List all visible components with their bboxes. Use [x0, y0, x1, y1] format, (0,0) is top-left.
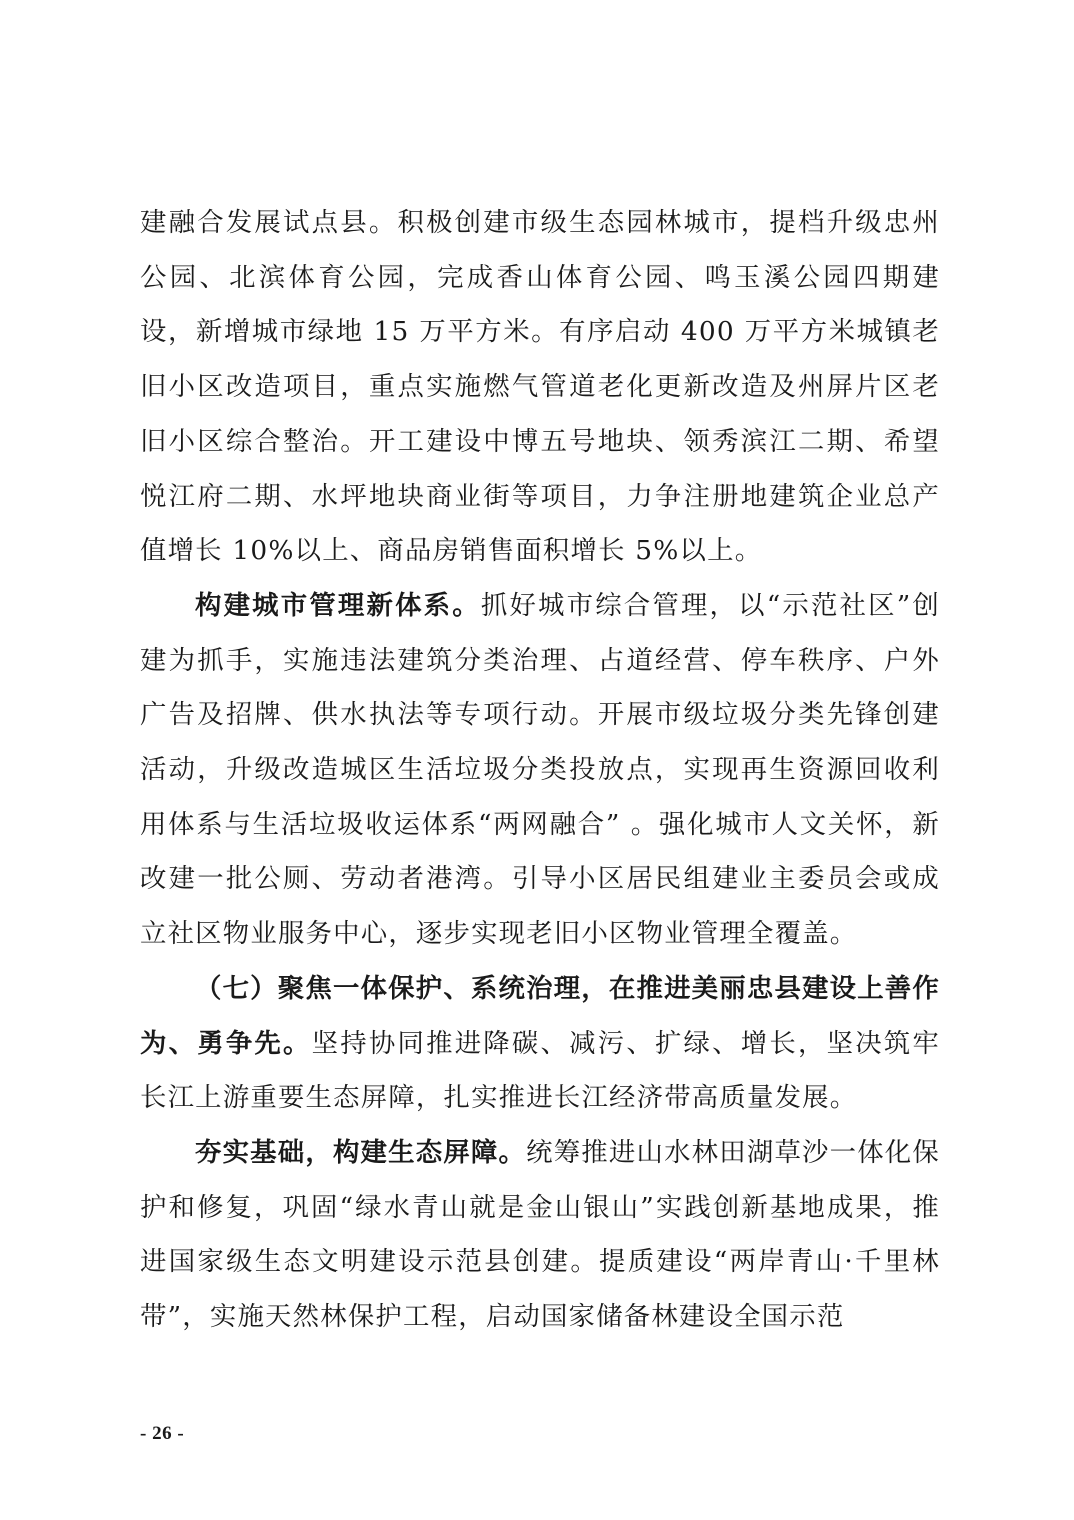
- paragraph-text: 建融合发展试点县。积极创建市级生态园林城市，提档升级忠州公园、北滨体育公园，完成香山体育公园、鸣玉溪公园四期建设，新增城市绿地 15 万平方米。有序启动 400 万平方米城镇老旧小区改造项目，重点实施燃气管道老化更新改造及州屏片区老旧小区综合整治。开工建设中博五号地块、领秀滨江二期、希望悦江府二期、水坪地块商业街等项目，力争注册地建筑企业总产值增长 10%以上、商品房销售面积增长 5%以上。: [140, 207, 940, 567]
- body-text: [140, 196, 940, 1345]
- paragraph-heading: 构建城市管理新体系。: [195, 589, 481, 621]
- paragraph-text: 坚持协同推进降碳、减污、扩绿、增长，坚决筑牢长江上游重要生态屏障，扎实推进长江经济带高质量发展。: [140, 1027, 941, 1114]
- paragraph-text: 统筹推进山水林田湖草沙一体化保护和修复，巩固“绿水青山就是金山银山”实践创新基地成果，推进国家级生态文明建设示范县创建。提质建设“两岸青山·千里林带”，实施天然林保护工程，启动国家储备林建设全国示范: [140, 1136, 940, 1333]
- paragraph-section-seven: [140, 962, 940, 1126]
- paragraph-heading: 夯实基础，构建生态屏障。: [195, 1136, 527, 1168]
- section-heading: （七）聚焦一体保护、系统治理，在推进美丽忠县建设上善作为、勇争先。: [140, 972, 940, 1059]
- paragraph-ecological-barrier: [140, 1126, 940, 1345]
- paragraph-text: 抓好城市综合管理，以“示范社区”创建为抓手，实施违法建筑分类治理、占道经营、停车秩序、户外广告及招牌、供水执法等专项行动。开展市级垃圾分类先锋创建活动，升级改造城区生活垃圾分类投放点，实现再生资源回收利用体系与生活垃圾收运体系“两网融合” 。强化城市人文关怀，新改建一批公厕、劳动者港湾。引导小区居民组建业主委员会或成立社区物业服务中心，逐步实现老旧小区物业管理全覆盖。: [140, 589, 941, 950]
- paragraph-urban-management: [140, 579, 940, 962]
- paragraph-urban-construction: [140, 196, 940, 579]
- page-number: - 26 -: [140, 1423, 185, 1444]
